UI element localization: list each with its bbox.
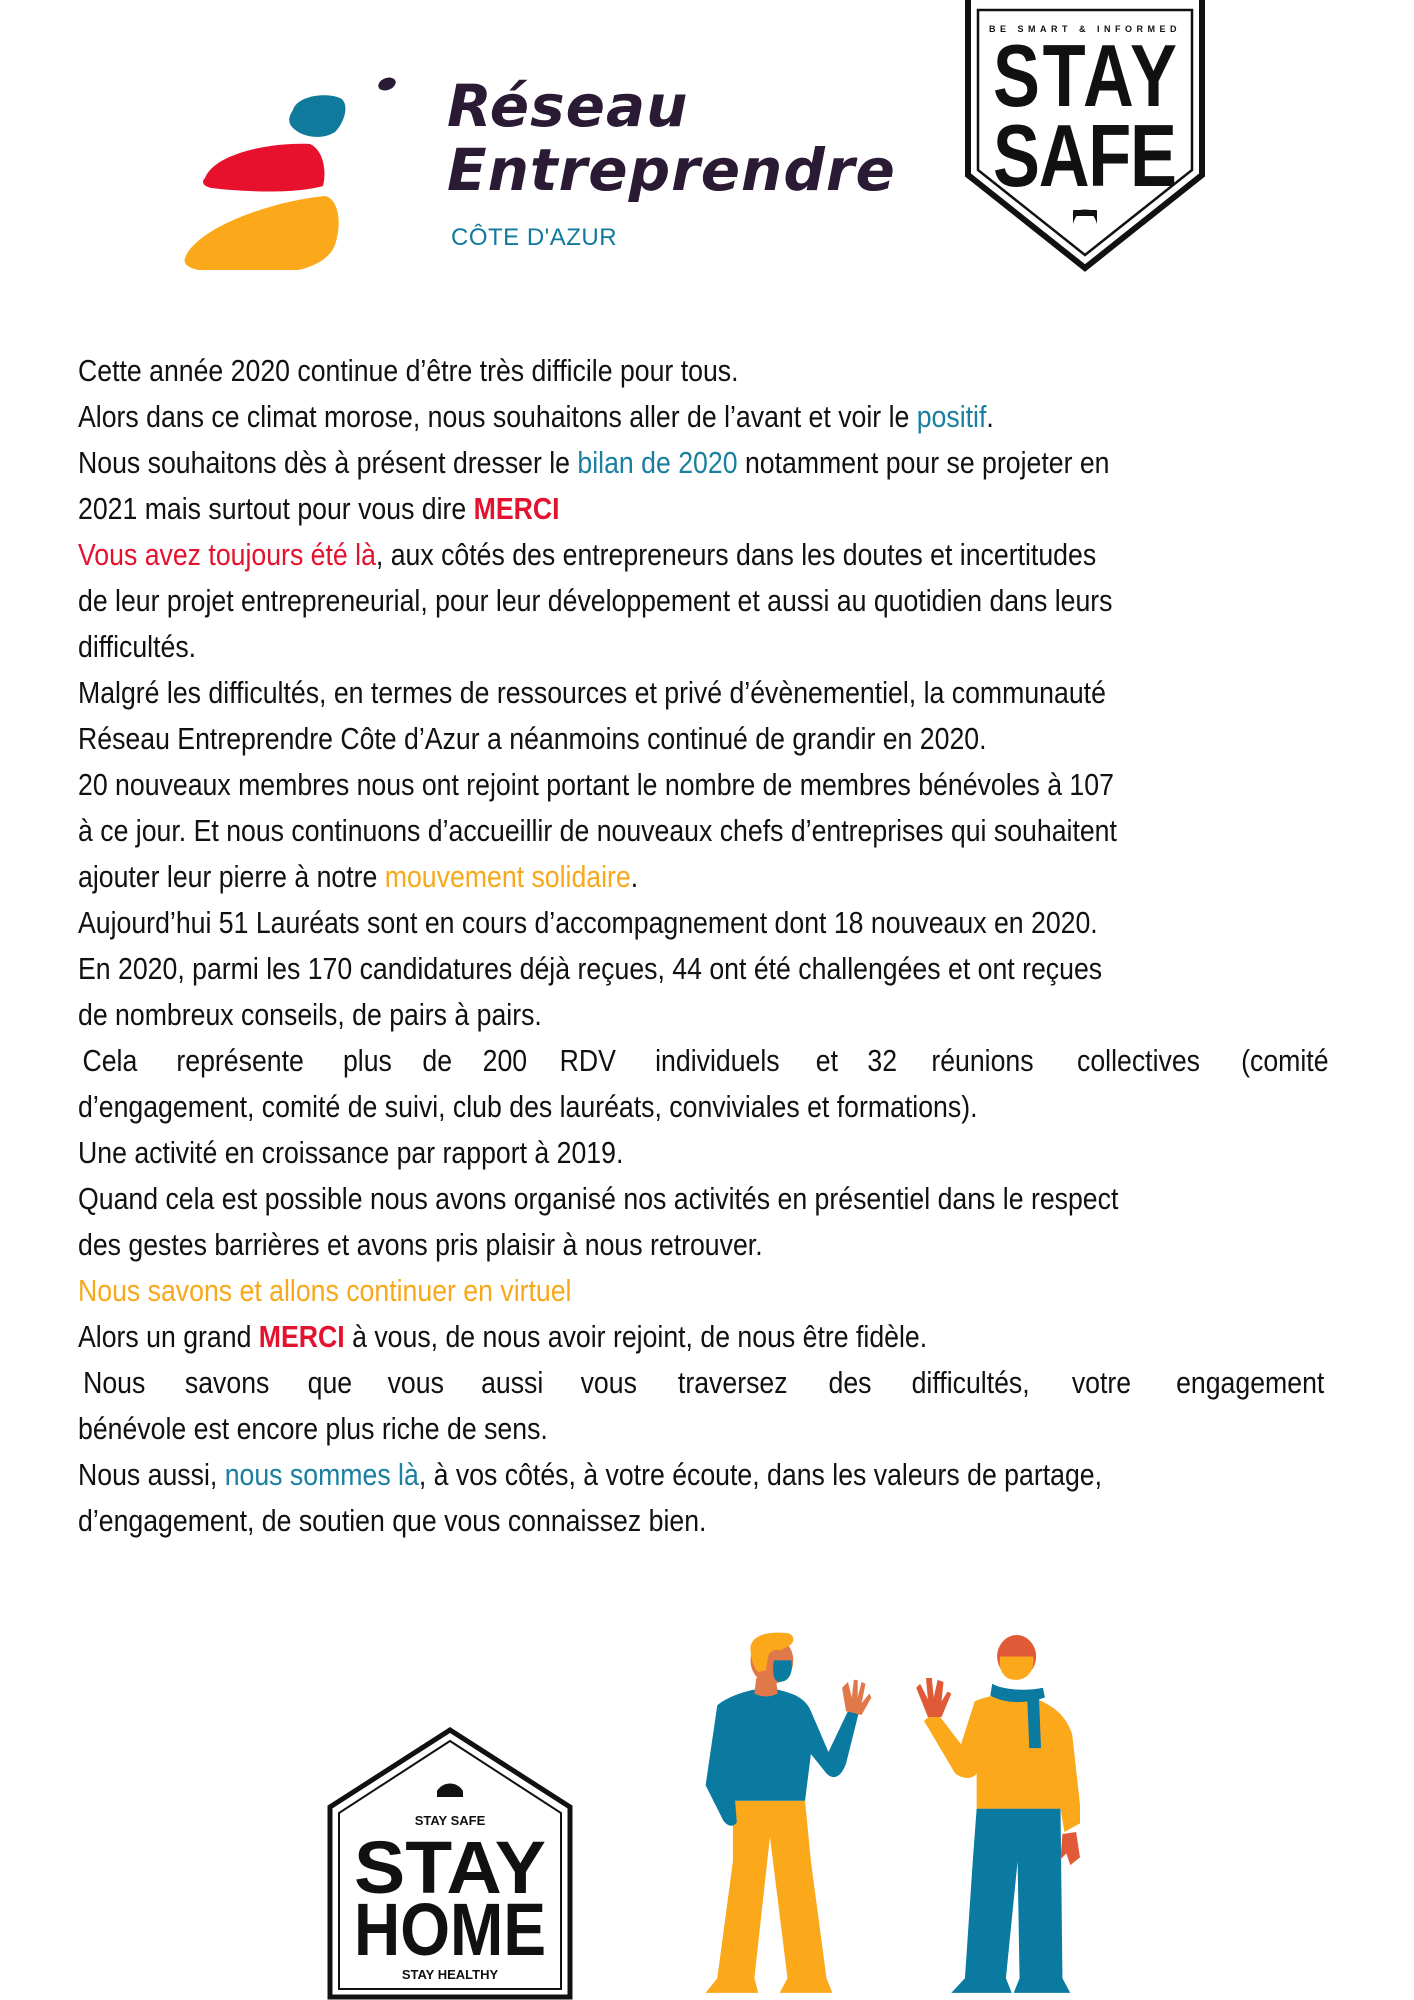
letter-line <box>78 1314 1336 1360</box>
letter-line-text <box>78 992 542 1038</box>
letter-text: ajouter leur pierre à notre <box>78 859 385 894</box>
letter-word: Cela <box>82 1043 138 1078</box>
letter-line-text <box>78 1176 1118 1222</box>
letter-line-text <box>78 1406 548 1452</box>
highlight-blue: bilan de 2020 <box>577 445 738 480</box>
home-badge-top: STAY SAFE <box>414 1813 486 1828</box>
merci-highlight: MERCI <box>258 1319 345 1354</box>
highlight-orange: Nous savons et allons continuer en virtuel <box>78 1273 572 1308</box>
highlight-orange: mouvement solidaire <box>384 859 631 894</box>
people-waving-illustration <box>690 1625 1080 2000</box>
letter-text: . <box>986 399 994 434</box>
letter-text: , aux côtés des entrepreneurs dans les doutes et incertitudes <box>375 537 1097 572</box>
letter-text: . <box>630 859 639 894</box>
person-right <box>916 1635 1080 1993</box>
letter-line <box>78 900 1336 946</box>
letter-line <box>78 1360 1336 1406</box>
badge-safe: SAFE <box>993 106 1177 205</box>
letter-text: 2021 mais surtout pour vous dire <box>78 491 474 526</box>
letter-text: Réseau Entreprendre Côte d’Azur a néanmoins continué de grandir en 2020. <box>78 721 987 756</box>
letter-line-text <box>78 808 1117 854</box>
letter-word: engagement <box>1175 1365 1324 1400</box>
letter-text: d’engagement, comité de suivi, club des lauréats, conviviales et formations). <box>78 1089 978 1124</box>
merci-highlight: MERCI <box>473 491 560 526</box>
letter-text: notamment pour se projeter en <box>737 445 1110 480</box>
logo-subtitle: CÔTE D'AZUR <box>451 224 618 251</box>
reseau-entreprendre-logo <box>175 70 915 270</box>
badge-stay: STAY <box>993 26 1177 125</box>
letter-line <box>78 992 1336 1038</box>
letter-line <box>78 1222 1336 1268</box>
letter-word: difficultés, <box>911 1365 1030 1400</box>
logo-title-line2: Entreprendre <box>447 136 896 204</box>
letter-word: Nous <box>83 1365 146 1400</box>
letter-word: RDV <box>559 1043 617 1078</box>
letter-text: , à vos côtés, à votre écoute, dans les valeurs de partage, <box>418 1457 1103 1492</box>
logo-title <box>447 74 896 202</box>
person-left-hand <box>842 1680 871 1715</box>
home-badge-bottom: STAY HEALTHY <box>401 1967 499 1982</box>
letter-text: d’engagement, de soutien que vous connaissez bien. <box>78 1503 707 1538</box>
letter-line <box>78 762 1336 808</box>
letter-text: Malgré les difficultés, en termes de ressources et privé d’évènementiel, la communauté <box>78 675 1106 710</box>
letter-word: individuels <box>655 1043 780 1078</box>
home-badge-home: HOME <box>354 1888 546 1971</box>
letter-line-text <box>78 670 1106 716</box>
highlight-blue: nous sommes là <box>224 1457 419 1492</box>
letter-text: Nous aussi, <box>78 1457 225 1492</box>
letter-line <box>78 1406 1336 1452</box>
letter-text: des gestes barrières et avons pris plaisir à nous retrouver. <box>78 1227 763 1262</box>
letter-line <box>78 486 1336 532</box>
letter-line <box>78 1268 1336 1314</box>
letter-line-text <box>78 946 1102 992</box>
letter-word: savons <box>184 1365 270 1400</box>
letter-word: vous <box>580 1365 638 1400</box>
person-right-legs <box>951 1809 1070 1993</box>
person-right-hand-raised <box>916 1678 951 1717</box>
letter-word: 200 <box>482 1043 528 1078</box>
letter-word: plus <box>342 1043 392 1078</box>
logo-yellow-pebble <box>185 196 339 270</box>
letter-line <box>78 1452 1336 1498</box>
logo-blue-pebble <box>289 95 345 137</box>
home-arch-icon <box>437 1784 463 1798</box>
letter-line <box>78 716 1336 762</box>
letter-line <box>78 624 1336 670</box>
letter-word: votre <box>1071 1365 1132 1400</box>
letter-line <box>78 532 1336 578</box>
person-left <box>706 1633 872 1993</box>
stay-home-badge <box>325 1725 575 2000</box>
letter-line <box>78 808 1336 854</box>
letter-text: Nous souhaitons dès à présent dresser le <box>78 445 578 480</box>
letter-text: 20 nouveaux membres nous ont rejoint portant le nombre de membres bénévoles à 107 <box>78 767 1114 802</box>
letter-line <box>78 1498 1336 1544</box>
letter-line <box>78 854 1336 900</box>
letter-text: bénévole est encore plus riche de sens. <box>78 1411 548 1446</box>
letter-line-text <box>78 440 1110 486</box>
letter-word: vous <box>387 1365 445 1400</box>
letter-line-text <box>78 854 638 900</box>
letter-line-text <box>78 1314 927 1360</box>
letter-word: réunions <box>931 1043 1035 1078</box>
person-right-hand-down <box>1061 1832 1081 1865</box>
letter-text: de leur projet entrepreneurial, pour leur développement et aussi au quotidien dans leurs <box>78 583 1113 618</box>
person-left-legs <box>706 1801 833 1993</box>
stay-safe-badge <box>960 0 1210 272</box>
letter-line <box>78 1084 1336 1130</box>
letter-line-text <box>78 762 1114 808</box>
pebbles-logo-icon <box>175 70 435 270</box>
letter-text: de nombreux conseils, de pairs à pairs. <box>78 997 542 1032</box>
home-badge-stay: STAY <box>354 1826 546 1909</box>
letter-text: difficultés. <box>78 629 197 664</box>
letter-word: traversez <box>678 1365 788 1400</box>
person-left-mask <box>773 1660 792 1681</box>
highlight-blue: positif <box>916 399 987 434</box>
letter-word: représente <box>176 1043 305 1078</box>
letter-word: de <box>422 1043 453 1078</box>
letter-line <box>78 440 1336 486</box>
letter-word: collectives <box>1076 1043 1200 1078</box>
letter-line <box>78 578 1336 624</box>
letter-text: Cette année 2020 continue d’être très difficile pour tous. <box>78 353 739 388</box>
letter-line-text <box>78 900 1098 946</box>
letter-word: et <box>816 1043 839 1078</box>
letter-line <box>78 1038 1336 1084</box>
letter-word: aussi <box>481 1365 544 1400</box>
letter-line-text <box>78 578 1112 624</box>
logo-dot <box>376 75 397 92</box>
logo-red-pebble <box>203 144 324 192</box>
letter-line <box>78 348 1336 394</box>
letter-line-text <box>78 1498 706 1544</box>
letter-line-text <box>78 1268 571 1314</box>
letter-line-text <box>78 1130 623 1176</box>
letter-word: (comité <box>1241 1043 1329 1078</box>
letter-text: Quand cela est possible nous avons organisé nos activités en présentiel dans le respect <box>78 1181 1119 1216</box>
highlight-red: Vous avez toujours été là <box>78 537 376 572</box>
letter-line-text <box>78 486 560 532</box>
letter-line-text <box>78 532 1096 578</box>
letter-text: Aujourd’hui 51 Lauréats sont en cours d’accompagnement dont 18 nouveaux en 2020. <box>78 905 1098 940</box>
letter-text: Alors un grand <box>78 1319 259 1354</box>
letter-line <box>78 670 1336 716</box>
badge-tagline: BE SMART & INFORMED <box>989 24 1181 34</box>
letter-word: 32 <box>866 1043 897 1078</box>
letter-word: des <box>828 1365 872 1400</box>
letter-word: que <box>307 1365 352 1400</box>
letter-body <box>78 348 1336 1544</box>
logo-title-line1: Réseau <box>447 72 689 140</box>
letter-text: à vous, de nous avoir rejoint, de nous être fidèle. <box>344 1319 928 1354</box>
letter-line-text <box>78 1222 763 1268</box>
person-right-mask <box>1000 1657 1034 1680</box>
letter-line-text <box>78 1452 1102 1498</box>
letter-text: Une activité en croissance par rapport à 2019. <box>78 1135 624 1170</box>
letter-line-text <box>78 394 994 440</box>
letter-line-text <box>78 624 196 670</box>
letter-line <box>78 1176 1336 1222</box>
letter-line <box>78 1130 1336 1176</box>
letter-text: à ce jour. Et nous continuons d’accueillir de nouveaux chefs d’entreprises qui souhaitent <box>78 813 1117 848</box>
letter-line-text <box>78 1084 977 1130</box>
letter-text: Alors dans ce climat morose, nous souhaitons aller de l’avant et voir le <box>78 399 917 434</box>
letter-line <box>78 946 1336 992</box>
letter-text: En 2020, parmi les 170 candidatures déjà reçues, 44 ont été challengées et ont reçues <box>78 951 1103 986</box>
letter-line <box>78 394 1336 440</box>
letter-line-text <box>78 348 739 394</box>
letter-line-text <box>78 716 987 762</box>
